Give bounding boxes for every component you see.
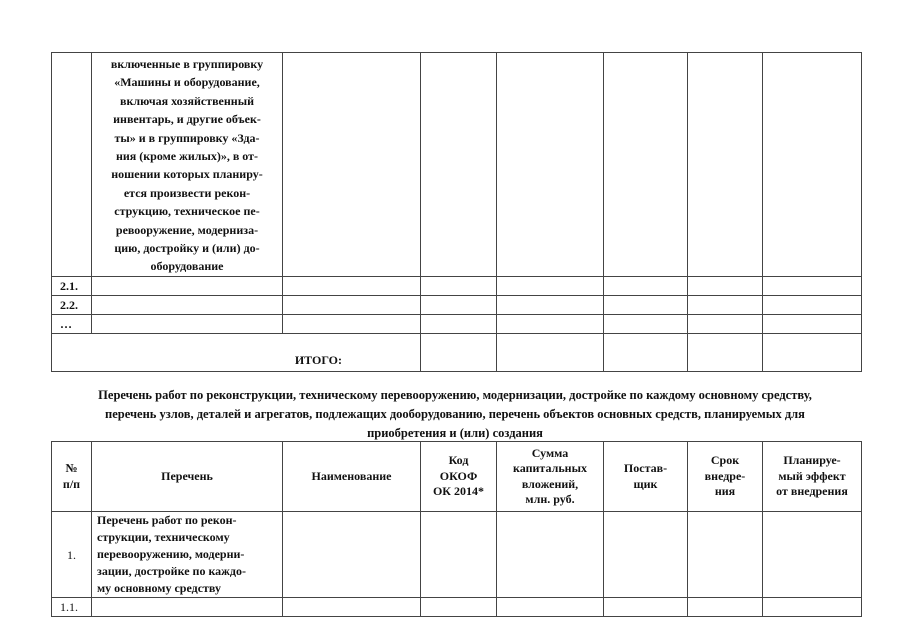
row-number: 1.1. (52, 598, 92, 617)
header-supplier: Постав- щик (604, 442, 688, 512)
row-number: 2.2. (52, 295, 92, 314)
description-line: «Машины и оборудование, (114, 75, 260, 90)
description-line: струкцию, техническое пе- (114, 204, 260, 219)
table-row (52, 276, 862, 295)
description-line: оборудование (150, 259, 224, 274)
bottom-table (51, 441, 862, 617)
header-list: Перечень (92, 442, 283, 512)
header-sum: Сумма капитальных вложений, млн. руб. (497, 442, 604, 512)
cell-empty (604, 53, 688, 277)
description-line: ется произвести рекон- (123, 185, 251, 200)
header-term: Срок внедре- ния (688, 442, 763, 512)
top-table (51, 52, 862, 372)
table-row (52, 598, 862, 617)
header-num: № п/п (52, 442, 92, 512)
group-description (92, 53, 283, 277)
table-row (52, 512, 862, 598)
header-okof: Код ОКОФ ОК 2014* (421, 442, 497, 512)
header-effect: Планируе- мый эффект от внедрения (763, 442, 862, 512)
row-number: … (52, 314, 92, 333)
description-line: включенные в группировку (110, 57, 264, 71)
heading-line: перечень узлов, деталей и агрегатов, подлежащих дооборудованию, перечень объектов основных средств, планируемых для (105, 407, 805, 421)
table-row (52, 295, 862, 314)
header-row (52, 442, 862, 512)
cell-empty (497, 53, 604, 277)
total-label: ИТОГО: (52, 333, 421, 371)
table-row (52, 314, 862, 333)
section-heading (40, 386, 870, 443)
heading-line: Перечень работ по реконструкции, техническому перевооружению, модернизации, достройке по каждому основному средству, (98, 388, 812, 402)
cell-empty (763, 53, 862, 277)
header-name: Наименование (283, 442, 421, 512)
description-line: ревооружение, модерниза- (115, 222, 259, 237)
description-line: включая хозяйственный (119, 93, 254, 108)
cell-empty (283, 53, 421, 277)
description-line: цию, достройку и (или) до- (114, 241, 260, 256)
heading-line: приобретения и (или) создания (367, 426, 543, 440)
row-number: 2.1. (52, 276, 92, 295)
description-line: инвентарь, и другие объек- (113, 112, 261, 127)
table-row (52, 53, 862, 277)
row-number: 1. (52, 512, 92, 598)
cell-empty (688, 53, 763, 277)
description-line: ния (кроме жилых)», в от- (115, 149, 259, 164)
total-row (52, 333, 862, 371)
cell-empty (52, 53, 92, 277)
work-list-text: Перечень работ по рекон- струкции, техническому перевооружению, модерни- зации, достройке по каждо- му основному средству (92, 512, 283, 598)
cell-empty (421, 53, 497, 277)
description-line: ношении которых планиру- (111, 167, 263, 182)
description-line: ты» и в группировку «Зда- (114, 130, 260, 145)
